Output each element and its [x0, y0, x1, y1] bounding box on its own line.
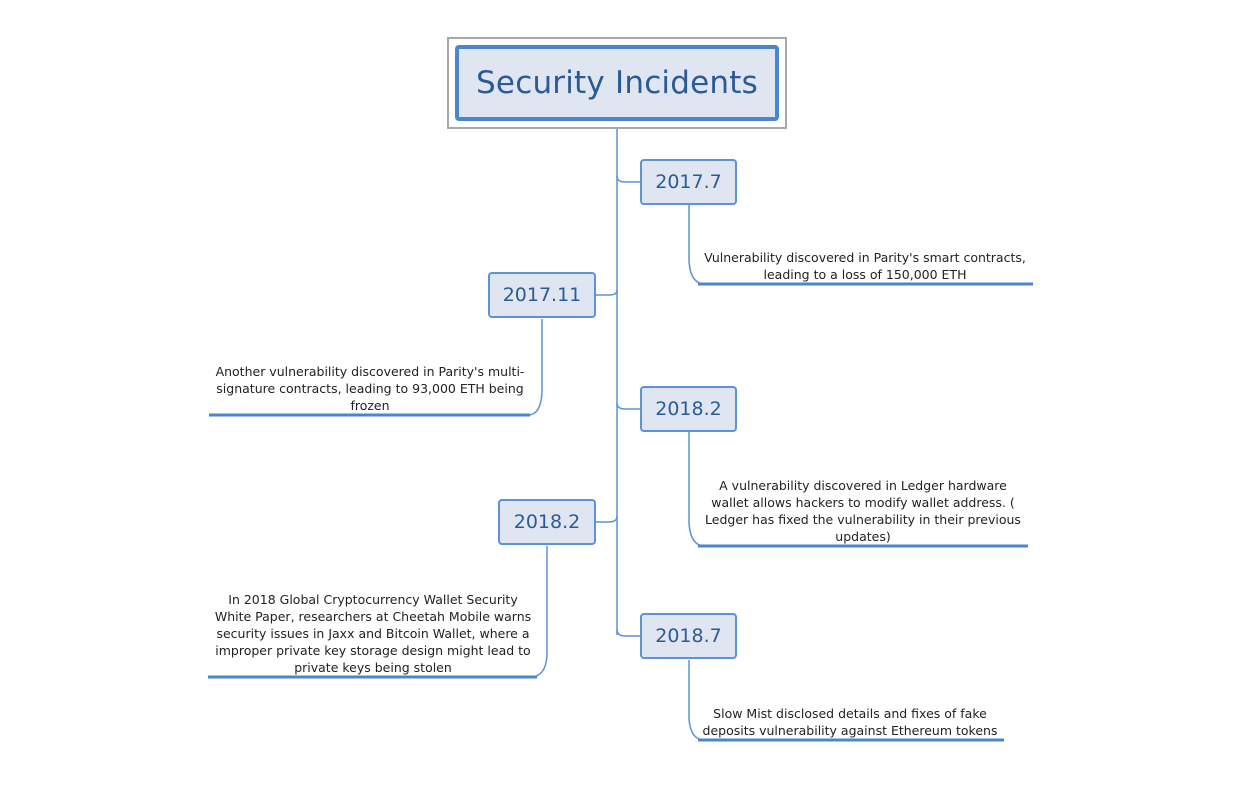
event-description-2018-2-cheetah: In 2018 Global Cryptocurrency Wallet Security White Paper, researchers at Cheetah Mobile warns security issues in Jaxx and Bitcoin Wallet, where a improper private key storage design might lead to private keys being stolen	[214, 592, 532, 675]
event-description-2017-7: Vulnerability discovered in Parity's smart contracts, leading to a loss of 150,000 ETH	[704, 250, 1026, 282]
date-node-2018-7: 2018.7	[640, 613, 737, 659]
diagram-title: Security Incidents	[455, 45, 779, 121]
date-node-2017-11: 2017.11	[488, 272, 596, 318]
date-node-2017-7: 2017.7	[640, 159, 737, 205]
date-node-2018-2-right: 2018.2	[640, 386, 737, 432]
event-description-2018-7: Slow Mist disclosed details and fixes of fake deposits vulnerability against Ethereum tokens	[702, 706, 998, 738]
event-description-2017-11: Another vulnerability discovered in Parity's multi-signature contracts, leading to 93,000 ETH being frozen	[215, 364, 525, 413]
title-node	[447, 37, 787, 129]
event-description-2018-2-ledger: A vulnerability discovered in Ledger hardware wallet allows hackers to modify wallet address. ( Ledger has fixed the vulnerability in their previous updates)	[705, 478, 1021, 544]
date-node-2018-2-left: 2018.2	[498, 499, 596, 545]
